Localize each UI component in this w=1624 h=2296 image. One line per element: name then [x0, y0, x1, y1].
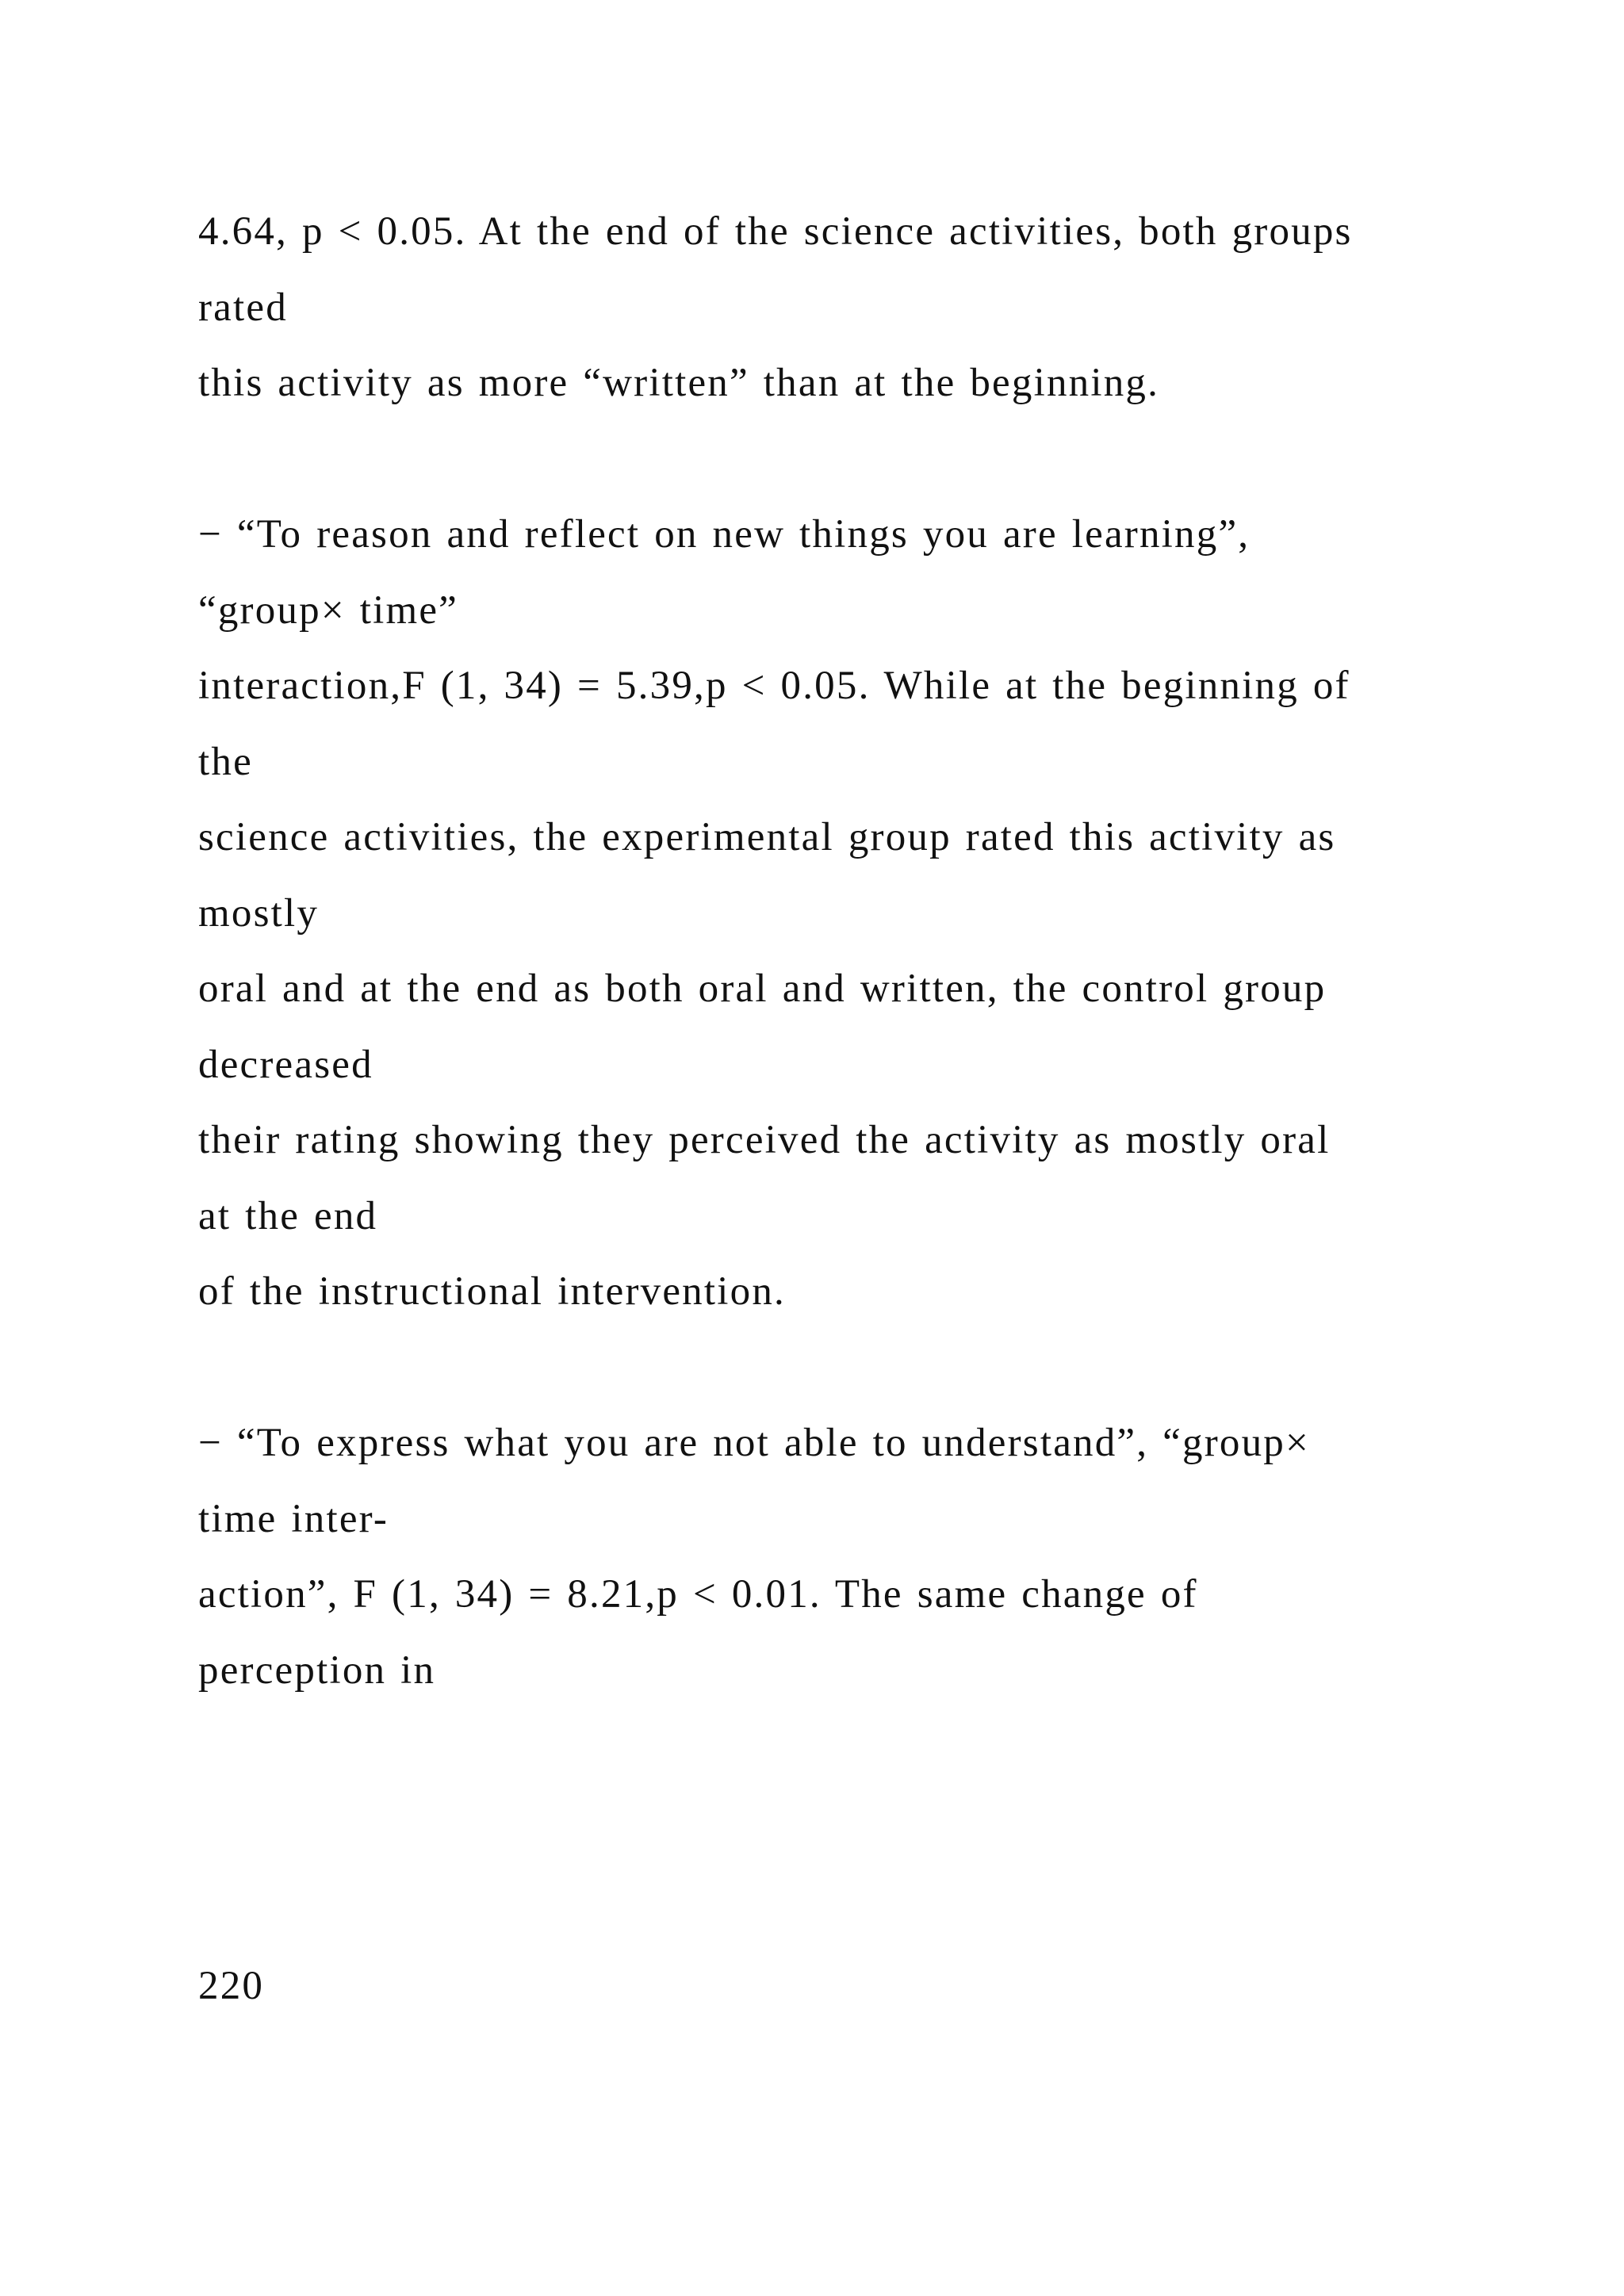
text-line: perception in — [198, 1647, 436, 1693]
text-line: time inter- — [198, 1496, 389, 1541]
paragraph-gap — [198, 422, 1499, 498]
text-line: “group× time” — [198, 587, 459, 633]
text-line: at the end — [198, 1193, 378, 1238]
text-line: this activity as more “written” than at the beginning. — [198, 361, 1160, 405]
text-line: mostly — [198, 890, 320, 936]
text-line: 4.64, p < 0.05. At the end of the science activities, both groups — [198, 209, 1353, 254]
text-line: − “To reason and reflect on new things you are learning”, — [198, 512, 1251, 557]
text-line: of the instructional intervention. — [198, 1269, 786, 1314]
text-line: action”, F (1, 34) = 8.21,p < 0.01. The same change of — [198, 1572, 1198, 1617]
text-line: interaction,F (1, 34) = 5.39,p < 0.05. While at the beginning of — [198, 664, 1350, 708]
text-line: the — [198, 739, 253, 784]
body-text — [198, 194, 1499, 1709]
paragraph-gap — [198, 1330, 1499, 1406]
text-line: their rating showing they perceived the activity as mostly oral — [198, 1118, 1331, 1162]
text-line: − “To express what you are not able to understand”, “group× — [198, 1421, 1310, 1465]
text-line: decreased — [198, 1042, 373, 1087]
text-line: rated — [198, 285, 288, 330]
text-line: oral and at the end as both oral and written, the control group — [198, 966, 1327, 1011]
page-number: 220 — [198, 1964, 265, 2008]
text-line: science activities, the experimental group rated this activity as — [198, 815, 1336, 859]
